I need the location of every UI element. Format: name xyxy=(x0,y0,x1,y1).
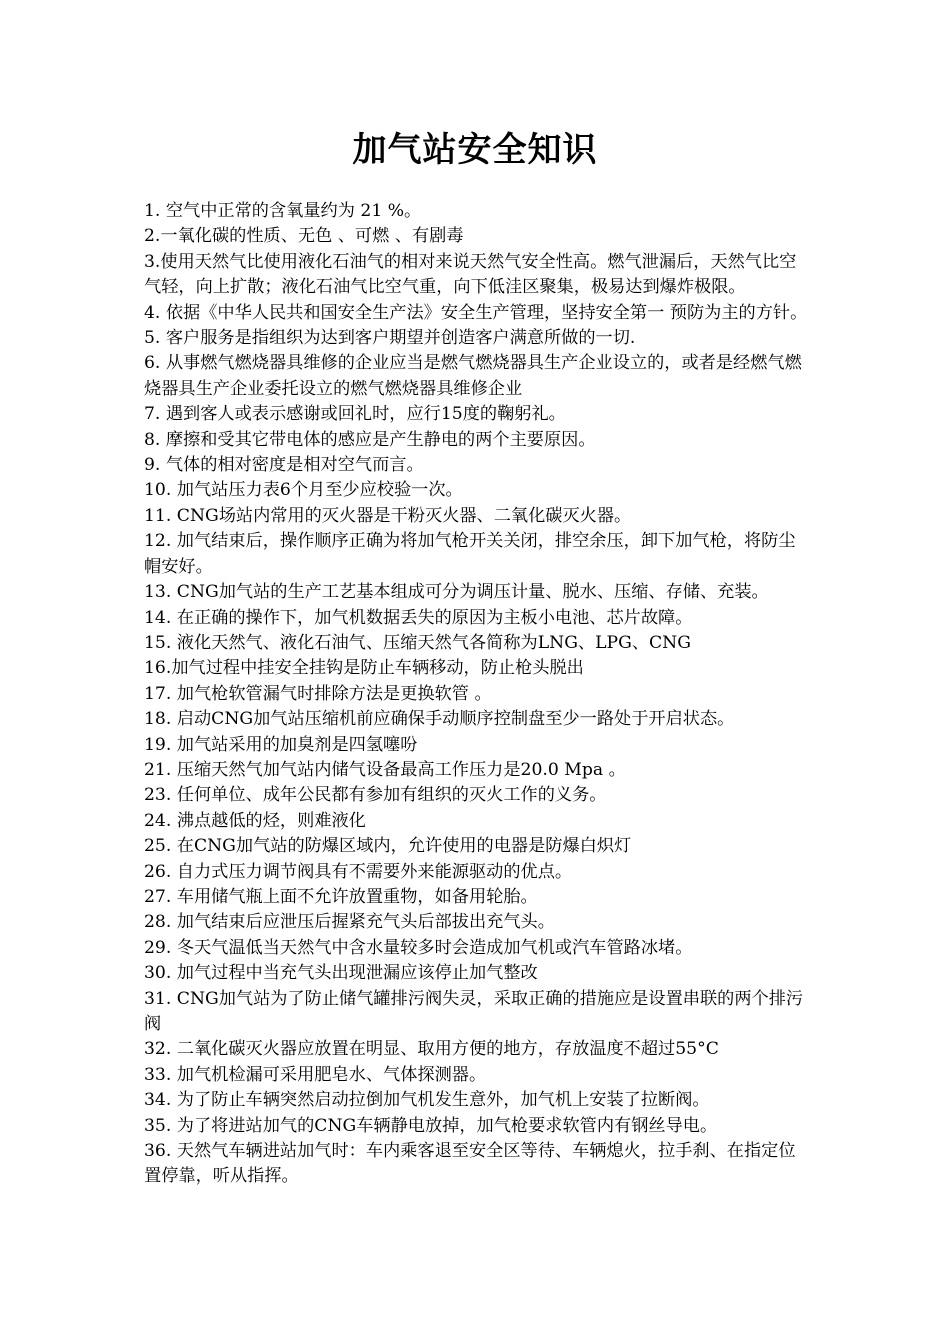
list-item: 3.使用天然气比使用液化石油气的相对来说天然气安全性高。燃气泄漏后，天然气比空气轻，向上扩散；液化石油气比空气重，向下低洼区聚集，极易达到爆炸极限。 xyxy=(144,251,797,298)
list-item: 10. 加气站压力表6个月至少应校验一次。 xyxy=(144,480,463,501)
list-item: 27. 车用储气瓶上面不允许放置重物，如备用轮胎。 xyxy=(144,886,538,907)
list-item: 19. 加气站采用的加臭剂是四氢噻吩 xyxy=(144,734,418,755)
list-item: 29. 冬天气温低当天然气中含水量较多时会造成加气机或汽车管路冰堵。 xyxy=(144,937,693,958)
list-item: 23. 任何单位、成年公民都有参加有组织的灭火工作的义务。 xyxy=(144,785,607,806)
list-item: 24. 沸点越低的烃，则难液化 xyxy=(144,810,366,831)
list-item: 9. 气体的相对密度是相对空气而言。 xyxy=(144,455,424,476)
list-item: 26. 自力式压力调节阀具有不需要外来能源驱动的优点。 xyxy=(144,861,573,882)
list-item: 13. CNG加气站的生产工艺基本组成可分为调压计量、脱水、压缩、存储、充装。 xyxy=(144,582,769,603)
document-body xyxy=(144,199,812,1190)
list-item: 2.一氧化碳的性质、无色 、可燃 、有剧毒 xyxy=(144,226,464,247)
list-item: 36. 天然气车辆进站加气时：车内乘客退至安全区等待、车辆熄火，拉手刹、在指定位置停靠，听从指挥。 xyxy=(144,1141,796,1187)
list-item: 17. 加气枪软管漏气时排除方法是更换软管 。 xyxy=(144,683,492,704)
list-item: 6. 从事燃气燃烧器具维修的企业应当是燃气燃烧器具生产企业设立的，或者是经燃气燃烧器具生产企业委托设立的燃气燃烧器具维修企业 xyxy=(144,353,802,399)
list-item: 12. 加气结束后，操作顺序正确为将加气枪开关关闭，排空余压，卸下加气枪，将防尘帽安好。 xyxy=(144,531,796,577)
list-item: 4. 依据《中华人民共和国安全生产法》安全生产管理，坚持安全第一 预防为主的方针。 xyxy=(144,302,808,323)
list-item: 16.加气过程中挂安全挂钩是防止车辆移动，防止枪头脱出 xyxy=(144,658,584,679)
list-item: 25. 在CNG加气站的防爆区域内，允许使用的电器是防爆白炽灯 xyxy=(144,836,632,857)
list-item: 31. CNG加气站为了防止储气罐排污阀失灵，采取正确的措施应是设置串联的两个排污阀 xyxy=(144,988,804,1034)
list-item: 11. CNG场站内常用的灭火器是干粉灭火器、二氧化碳灭火器。 xyxy=(144,505,632,526)
list-item: 28. 加气结束后应泄压后握紧充气头后部拔出充气头。 xyxy=(144,912,555,933)
list-item: 1. 空气中正常的含氧量约为 21 %。 xyxy=(144,201,422,221)
list-item: 14. 在正确的操作下，加气机数据丢失的原因为主板小电池、芯片故障。 xyxy=(144,607,693,628)
list-item: 35. 为了将进站加气的CNG车辆静电放掉，加气枪要求软管内有钢丝导电。 xyxy=(144,1115,718,1136)
list-item: 30. 加气过程中当充气头出现泄漏应该停止加气整改 xyxy=(144,963,538,984)
list-item: 8. 摩擦和受其它带电体的感应是产生静电的两个主要原因。 xyxy=(144,429,596,450)
list-item: 32. 二氧化碳灭火器应放置在明显、取用方便的地方，存放温度不超过55°C xyxy=(144,1039,719,1060)
list-item: 5. 客户服务是指组织为达到客户期望并创造客户满意所做的一切. xyxy=(144,328,636,349)
document-title: 加气站安全知识 xyxy=(352,130,598,170)
list-item: 21. 压缩天然气加气站内储气设备最高工作压力是20.0 Mpa 。 xyxy=(144,759,626,780)
list-item: 7. 遇到客人或表示感谢或回礼时，应行15度的鞠躬礼。 xyxy=(144,404,566,425)
list-item: 34. 为了防止车辆突然启动拉倒加气机发生意外，加气机上安装了拉断阀。 xyxy=(144,1090,710,1111)
list-item: 18. 启动CNG加气站压缩机前应确保手动顺序控制盘至少一路处于开启状态。 xyxy=(144,709,735,730)
list-item: 33. 加气机检漏可采用肥皂水、气体探测器。 xyxy=(144,1064,487,1085)
list-item: 15. 液化天然气、液化石油气、压缩天然气各简称为LNG、LPG、CNG xyxy=(144,632,691,653)
